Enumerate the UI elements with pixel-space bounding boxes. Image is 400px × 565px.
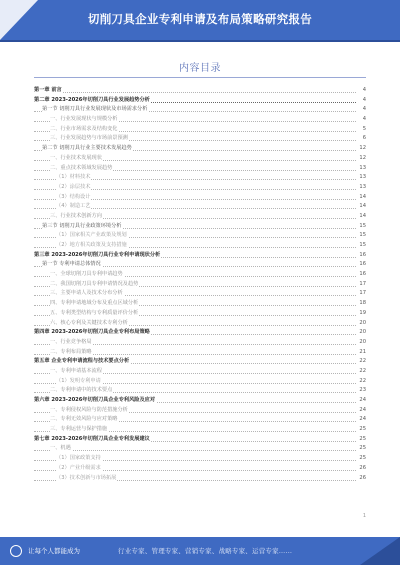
toc-entry[interactable]: [34, 474, 366, 484]
toc-entry[interactable]: [34, 328, 366, 338]
toc-entry-page: 25: [357, 435, 366, 445]
toc-entry-page: 13: [357, 183, 366, 193]
report-header: [0, 0, 400, 40]
toc-entry-label: 第一节 专利申请总体情况: [42, 260, 102, 270]
toc-entry-label: 一、机遇: [50, 444, 72, 454]
toc-entry[interactable]: [34, 289, 366, 299]
toc-entry-label: 五、专利类型结构与专利质量评价分析: [50, 309, 139, 319]
toc-entry[interactable]: [34, 444, 366, 454]
toc-entry-page: 20: [357, 338, 366, 348]
toc-entry-page: 24: [357, 415, 366, 425]
toc-entry-label: （1）国家相关产业政策及规划: [56, 231, 128, 241]
toc-entry-label: （2）产业升级需求: [56, 464, 102, 474]
toc-entry-page: 4: [357, 115, 366, 125]
toc-entry-label: （2）地方相关政策及支持措施: [56, 241, 128, 251]
toc-leader-dots: [34, 92, 356, 93]
toc-leader-dots: [34, 450, 356, 451]
toc-heading: 内容目录: [179, 63, 221, 74]
toc-entry-page: 14: [357, 193, 366, 203]
toc-entry-label: 第一节 切削刀具行业发展现状及市场需求分析: [42, 105, 148, 115]
toc-entry-page: 16: [357, 251, 366, 261]
footer-roles: 行业专家、管理专家、营销专家、战略专家、运营专家……: [118, 547, 293, 555]
toc-entry-page: 25: [357, 425, 366, 435]
toc-entry-label: 第五章 企业专利申请流程与技术要点分析: [34, 357, 130, 367]
toc-entry[interactable]: [34, 338, 366, 348]
toc-entry-page: 18: [357, 299, 366, 309]
toc-heading-rule: [34, 77, 366, 78]
toc-entry-page: 22: [357, 377, 366, 387]
toc-entry-page: 14: [357, 212, 366, 222]
toc-entry[interactable]: [34, 144, 366, 154]
toc-entry[interactable]: [34, 260, 366, 270]
toc-entry-page: 24: [357, 396, 366, 406]
toc-entry-label: 一、专利侵权风险与防范措施分析: [50, 406, 129, 416]
toc-entry[interactable]: [34, 464, 366, 474]
toc-entry-label: （3）结构设计: [56, 193, 91, 203]
toc-entry[interactable]: [34, 222, 366, 232]
toc-entry-page: 26: [357, 474, 366, 484]
toc-entry-page: 4: [357, 96, 366, 106]
toc-entry-label: 三、行业技术创新方向: [50, 212, 103, 222]
toc-entry[interactable]: [34, 415, 366, 425]
toc-entry[interactable]: [34, 231, 366, 241]
toc-entry-page: 22: [357, 367, 366, 377]
toc-entry-page: 4: [357, 86, 366, 96]
toc-entry[interactable]: [34, 454, 366, 464]
toc-entry[interactable]: [34, 377, 366, 387]
toc-entry-page: 15: [357, 241, 366, 251]
page-number: 1: [362, 513, 366, 519]
toc-entry-label: 二、重点技术领域发展趋势: [50, 164, 113, 174]
toc-entry[interactable]: [34, 319, 366, 329]
toc-entry-label: 第七章 2023-2026年切削刀具企业专利发展建议: [34, 435, 151, 445]
toc-entry-label: 二、我国切削刀具专利申请情况及趋势: [50, 280, 139, 290]
toc-entry[interactable]: [34, 280, 366, 290]
toc-entry[interactable]: [34, 202, 366, 212]
toc-entry-label: 四、专利申请地域分布及重点区域分析: [50, 299, 139, 309]
toc-entry[interactable]: [34, 241, 366, 251]
toc-entry[interactable]: [34, 348, 366, 358]
toc-entry-page: 16: [357, 260, 366, 270]
header-divider: [0, 40, 400, 42]
toc-entry-label: 第六章 2023-2026年切削刀具企业专利风险及应对: [34, 396, 156, 406]
toc-entry-page: 4: [357, 105, 366, 115]
toc-entry-page: 23: [357, 386, 366, 396]
toc-entry-page: 5: [357, 125, 366, 135]
toc-entry[interactable]: [34, 96, 366, 106]
toc-entry-label: 二、专利申请中的技术要点: [50, 386, 113, 396]
toc-entry-page: 19: [357, 309, 366, 319]
toc-entry-label: （3）技术创新与市场拓展: [56, 474, 117, 484]
toc-entry[interactable]: [34, 309, 366, 319]
toc-entry-label: 一、行业竞争格局: [50, 338, 93, 348]
toc-entry[interactable]: [34, 270, 366, 280]
toc-entry-page: 20: [357, 319, 366, 329]
toc-entry-page: 13: [357, 164, 366, 174]
toc-entry-page: 21: [357, 348, 366, 358]
toc-entry-page: 20: [357, 328, 366, 338]
toc-entry-label: 一、全球切削刀具专利申请趋势: [50, 270, 124, 280]
toc-entry-label: 一、行业发展现状与规模分析: [50, 115, 118, 125]
toc-entry[interactable]: [34, 183, 366, 193]
toc-entry[interactable]: [34, 125, 366, 135]
toc-entry[interactable]: [34, 115, 366, 125]
toc-entry-page: 25: [357, 444, 366, 454]
toc-entry-page: 14: [357, 202, 366, 212]
toc-entry-page: 17: [357, 289, 366, 299]
toc-entry-label: （4）制造工艺: [56, 202, 91, 212]
toc-entry[interactable]: [34, 357, 366, 367]
toc-entry-page: 22: [357, 357, 366, 367]
toc-entry[interactable]: [34, 425, 366, 435]
toc-entry-label: 三、主要申请人及技术分布分析: [50, 289, 124, 299]
toc-entry[interactable]: [34, 193, 366, 203]
toc-entry-page: 12: [357, 144, 366, 154]
toc-entry-label: 二、专利布局策略: [50, 348, 93, 358]
footer-accent-slant: [360, 537, 400, 565]
toc-entry[interactable]: [34, 154, 366, 164]
toc-entry-page: 25: [357, 454, 366, 464]
toc-entry-page: 13: [357, 173, 366, 183]
toc-entry-page: 17: [357, 280, 366, 290]
report-title: 切削刀具企业专利申请及布局策略研究报告: [87, 12, 313, 26]
toc-entry-label: （1）材料技术: [56, 173, 91, 183]
toc-entry-label: 六、核心专利及关键技术专利分析: [50, 319, 129, 329]
toc-entry[interactable]: [34, 435, 366, 445]
toc-entry-page: 15: [357, 231, 366, 241]
toc-entry[interactable]: [34, 406, 366, 416]
toc-entry[interactable]: [34, 212, 366, 222]
toc-entry-label: （1）发明专利申请: [56, 377, 102, 387]
toc-entry-page: 6: [357, 134, 366, 144]
toc-entry-label: 第四章 2023-2026年切削刀具企业专利布局策略: [34, 328, 151, 338]
toc-entry-label: 二、专利无效风险与应对策略: [50, 415, 118, 425]
toc-entry-page: 24: [357, 406, 366, 416]
table-of-contents: [34, 86, 366, 483]
toc-entry[interactable]: [34, 105, 366, 115]
toc-entry-page: 12: [357, 154, 366, 164]
toc-entry[interactable]: [34, 86, 366, 96]
toc-entry-label: 二、行业市场需求及结构变化: [50, 125, 118, 135]
toc-entry-label: 三、行业发展趋势与市场前景预测: [50, 134, 129, 144]
report-footer: [0, 537, 400, 565]
toc-entry[interactable]: [34, 299, 366, 309]
toc-entry-label: 第一章 前言: [34, 86, 63, 96]
toc-entry-page: 16: [357, 270, 366, 280]
toc-entry-label: 第三章 2023-2026年切削刀具行业专利申请现状分析: [34, 251, 161, 261]
toc-entry-label: 一、行业技术发展现状: [50, 154, 103, 164]
toc-entry-label: 一、专利申请基本流程: [50, 367, 103, 377]
toc-entry[interactable]: [34, 367, 366, 377]
toc-entry-label: 第二章 2023-2026年切削刀具行业发展趋势分析: [34, 96, 151, 106]
footer-slogan: 让每个人都能成为: [28, 547, 80, 555]
toc-entry[interactable]: [34, 173, 366, 183]
toc-entry-label: （1）国家政策支持: [56, 454, 102, 464]
toc-entry-label: 第二节 切削刀具行业主要技术发展趋势: [42, 144, 133, 154]
toc-entry[interactable]: [34, 164, 366, 174]
toc-entry-label: 三、专利运营与保护措施: [50, 425, 108, 435]
toc-entry[interactable]: [34, 396, 366, 406]
toc-entry[interactable]: [34, 134, 366, 144]
brand-logo-icon: [10, 545, 22, 557]
toc-entry-page: 26: [357, 464, 366, 474]
toc-entry[interactable]: [34, 386, 366, 396]
toc-entry-label: 第三节 切削刀具行业政策环境分析: [42, 222, 122, 232]
toc-entry-page: 15: [357, 222, 366, 232]
toc-entry[interactable]: [34, 251, 366, 261]
toc-entry-label: （2）涂层技术: [56, 183, 91, 193]
